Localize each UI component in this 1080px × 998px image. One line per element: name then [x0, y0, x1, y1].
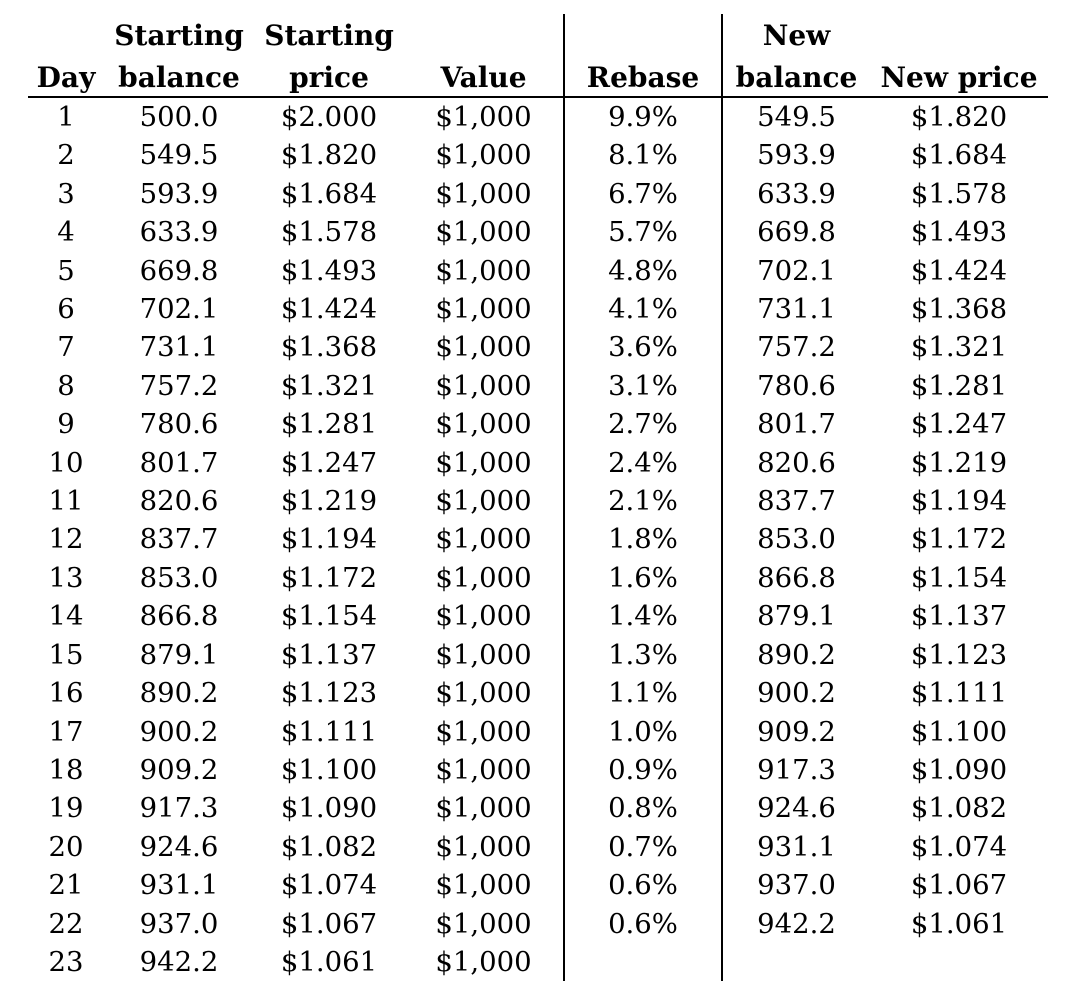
header-starting-price-top: Starting: [264, 19, 394, 52]
table-row: [28, 866, 1048, 904]
table-row: [28, 559, 1048, 597]
table-row: [28, 597, 1048, 635]
table-row: [28, 828, 1048, 866]
table-row: [28, 97, 1048, 136]
cell-starting-balance: 549.5: [139, 139, 219, 172]
cell-rebase: 3.6%: [564, 328, 722, 366]
cell-new-balance: 780.6: [722, 367, 870, 405]
table-row: [28, 328, 1048, 366]
cell-starting-balance: 731.1: [139, 331, 219, 364]
cell-new-balance: 900.2: [722, 674, 870, 712]
cell-day: 13: [48, 561, 84, 594]
table-row: [28, 751, 1048, 789]
cell-starting-price: $1.281: [280, 408, 378, 441]
cell-starting-price: $1.194: [280, 523, 378, 556]
cell-new-price: $1.194: [910, 485, 1008, 518]
cell-rebase: 1.3%: [564, 636, 722, 674]
table-body: [28, 97, 1048, 981]
cell-rebase: [564, 943, 722, 981]
cell-day: 15: [48, 638, 84, 671]
cell-new-balance: 866.8: [722, 559, 870, 597]
table-row: [28, 405, 1048, 443]
header-starting-price: price: [254, 54, 404, 97]
cell-value: $1,000: [435, 254, 532, 287]
cell-value: $1,000: [435, 830, 532, 863]
cell-day: 10: [48, 446, 84, 479]
cell-value: $1,000: [435, 792, 532, 825]
cell-value: $1,000: [435, 600, 532, 633]
cell-starting-balance: 853.0: [139, 561, 219, 594]
cell-new-balance: 837.7: [722, 482, 870, 520]
cell-rebase: 0.9%: [564, 751, 722, 789]
cell-day: 12: [48, 523, 84, 556]
cell-new-balance: 801.7: [722, 405, 870, 443]
cell-starting-balance: 909.2: [139, 753, 219, 786]
cell-starting-price: $1.820: [280, 139, 378, 172]
header-row-bottom: [28, 54, 1048, 97]
cell-new-price: $1.321: [910, 331, 1008, 364]
cell-value: $1,000: [435, 677, 532, 710]
cell-day: 14: [48, 600, 84, 633]
cell-day: 22: [48, 907, 84, 940]
cell-rebase: 2.4%: [564, 444, 722, 482]
cell-new-price: $1.074: [910, 830, 1008, 863]
cell-new-price: $1.578: [910, 177, 1008, 210]
cell-day: 23: [48, 945, 84, 978]
table-row: [28, 175, 1048, 213]
cell-new-price: $1.154: [910, 561, 1008, 594]
cell-new-price: $1.067: [910, 869, 1008, 902]
cell-new-price: $1.684: [910, 139, 1008, 172]
cell-new-balance: 669.8: [722, 213, 870, 251]
cell-new-balance: 757.2: [722, 328, 870, 366]
cell-starting-price: $1.090: [280, 792, 378, 825]
cell-new-price: $1.424: [910, 254, 1008, 287]
cell-value: $1,000: [435, 408, 532, 441]
cell-value: $1,000: [435, 715, 532, 748]
cell-new-balance: 879.1: [722, 597, 870, 635]
cell-new-balance: 909.2: [722, 713, 870, 751]
cell-starting-balance: 593.9: [139, 177, 219, 210]
cell-starting-price: $1.684: [280, 177, 378, 210]
cell-new-balance: 731.1: [722, 290, 870, 328]
cell-starting-balance: 924.6: [139, 830, 219, 863]
cell-starting-balance: 837.7: [139, 523, 219, 556]
cell-new-balance: 853.0: [722, 520, 870, 558]
cell-rebase: 1.6%: [564, 559, 722, 597]
cell-starting-price: $1.219: [280, 485, 378, 518]
cell-value: $1,000: [435, 945, 532, 978]
cell-rebase: 3.1%: [564, 367, 722, 405]
cell-new-balance: 549.5: [722, 97, 870, 136]
cell-new-price: $1.100: [910, 715, 1008, 748]
cell-rebase: 2.7%: [564, 405, 722, 443]
cell-day: 18: [48, 753, 84, 786]
cell-new-price: $1.219: [910, 446, 1008, 479]
header-value-top: [404, 14, 564, 54]
header-value: Value: [404, 54, 564, 97]
cell-starting-balance: 500.0: [139, 101, 219, 133]
cell-starting-price: $1.247: [280, 446, 378, 479]
cell-value: $1,000: [435, 177, 532, 210]
cell-starting-balance: 917.3: [139, 792, 219, 825]
header-new-price: New price: [870, 54, 1048, 97]
header-day-top: [28, 14, 104, 54]
cell-new-balance: 633.9: [722, 175, 870, 213]
cell-starting-balance: 702.1: [139, 293, 219, 326]
cell-value: $1,000: [435, 561, 532, 594]
cell-new-balance: 593.9: [722, 136, 870, 174]
cell-value: $1,000: [435, 331, 532, 364]
cell-new-balance: 931.1: [722, 828, 870, 866]
cell-rebase: 8.1%: [564, 136, 722, 174]
cell-new-price: $1.493: [910, 216, 1008, 249]
cell-value: $1,000: [435, 369, 532, 402]
cell-new-price: $1.090: [910, 753, 1008, 786]
table-row: [28, 636, 1048, 674]
cell-day: 19: [48, 792, 84, 825]
cell-new-balance: 820.6: [722, 444, 870, 482]
table-row: [28, 713, 1048, 751]
cell-starting-price: $1.123: [280, 677, 378, 710]
cell-day: 2: [57, 139, 75, 172]
cell-rebase: 4.8%: [564, 252, 722, 290]
cell-starting-balance: 942.2: [139, 945, 219, 978]
cell-rebase: 5.7%: [564, 213, 722, 251]
cell-starting-price: $1.100: [280, 753, 378, 786]
cell-new-balance: 917.3: [722, 751, 870, 789]
cell-starting-price: $1.321: [280, 369, 378, 402]
cell-value: $1,000: [435, 216, 532, 249]
cell-new-price: $1.111: [910, 677, 1008, 710]
cell-rebase: 9.9%: [564, 97, 722, 136]
cell-new-price: $1.137: [910, 600, 1008, 633]
header-day: Day: [28, 54, 104, 97]
cell-new-price: [870, 943, 1048, 981]
cell-new-price: $1.082: [910, 792, 1008, 825]
cell-day: 9: [57, 408, 75, 441]
cell-starting-balance: 900.2: [139, 715, 219, 748]
cell-starting-balance: 820.6: [139, 485, 219, 518]
cell-new-price: $1.061: [910, 907, 1008, 940]
cell-day: 16: [48, 677, 84, 710]
header-starting-balance-top: Starting: [114, 19, 244, 52]
cell-value: $1,000: [435, 869, 532, 902]
cell-starting-price: $1.493: [280, 254, 378, 287]
header-starting-balance: balance: [104, 54, 254, 97]
cell-value: $1,000: [435, 523, 532, 556]
cell-value: $1,000: [435, 753, 532, 786]
cell-new-price: $1.123: [910, 638, 1008, 671]
cell-day: 1: [57, 101, 75, 133]
cell-day: 11: [48, 485, 84, 518]
cell-new-balance: 702.1: [722, 252, 870, 290]
cell-day: 5: [57, 254, 75, 287]
cell-rebase: 0.8%: [564, 789, 722, 827]
cell-value: $1,000: [435, 485, 532, 518]
cell-starting-balance: 866.8: [139, 600, 219, 633]
cell-new-balance: 942.2: [722, 905, 870, 943]
cell-new-balance: 890.2: [722, 636, 870, 674]
table-row: [28, 290, 1048, 328]
cell-starting-price: $1.137: [280, 638, 378, 671]
cell-day: 6: [57, 293, 75, 326]
header-rebase-top: [564, 14, 722, 54]
cell-starting-balance: 633.9: [139, 216, 219, 249]
cell-rebase: 0.6%: [564, 866, 722, 904]
cell-rebase: 2.1%: [564, 482, 722, 520]
cell-value: $1,000: [435, 638, 532, 671]
table-header: [28, 14, 1048, 97]
cell-day: 4: [57, 216, 75, 249]
cell-rebase: 1.8%: [564, 520, 722, 558]
cell-starting-balance: 801.7: [139, 446, 219, 479]
cell-value: $1,000: [435, 446, 532, 479]
cell-new-balance: 924.6: [722, 789, 870, 827]
cell-new-price: $1.172: [910, 523, 1008, 556]
table-row: [28, 367, 1048, 405]
cell-new-price: $1.247: [910, 408, 1008, 441]
cell-value: $1,000: [435, 101, 532, 133]
cell-starting-balance: 890.2: [139, 677, 219, 710]
cell-starting-price: $1.578: [280, 216, 378, 249]
cell-starting-balance: 757.2: [139, 369, 219, 402]
table-row: [28, 252, 1048, 290]
header-rebase: Rebase: [564, 54, 722, 97]
table-row: [28, 213, 1048, 251]
header-new-balance-top: New: [722, 14, 870, 54]
cell-starting-price: $1.154: [280, 600, 378, 633]
cell-new-balance: 937.0: [722, 866, 870, 904]
table-row: [28, 444, 1048, 482]
cell-new-balance: [722, 943, 870, 981]
cell-day: 20: [48, 830, 84, 863]
cell-starting-price: $1.424: [280, 293, 378, 326]
cell-day: 7: [57, 331, 75, 364]
header-row-top: [28, 14, 1048, 54]
table-row: [28, 943, 1048, 981]
cell-starting-price: $1.074: [280, 869, 378, 902]
cell-day: 21: [48, 869, 84, 902]
cell-new-price: $1.820: [910, 101, 1008, 133]
cell-starting-price: $1.172: [280, 561, 378, 594]
cell-starting-price: $1.111: [280, 715, 378, 748]
cell-rebase: 1.0%: [564, 713, 722, 751]
cell-value: $1,000: [435, 139, 532, 172]
cell-starting-price: $1.067: [280, 907, 378, 940]
table-row: [28, 136, 1048, 174]
cell-rebase: 0.6%: [564, 905, 722, 943]
cell-new-price: $1.368: [910, 293, 1008, 326]
cell-starting-balance: 669.8: [139, 254, 219, 287]
cell-starting-balance: 931.1: [139, 869, 219, 902]
cell-rebase: 4.1%: [564, 290, 722, 328]
cell-value: $1,000: [435, 293, 532, 326]
cell-day: 17: [48, 715, 84, 748]
cell-starting-price: $1.082: [280, 830, 378, 863]
cell-starting-balance: 780.6: [139, 408, 219, 441]
table-row: [28, 789, 1048, 827]
table-row: [28, 905, 1048, 943]
header-new-price-top: [870, 14, 1048, 54]
table-row: [28, 674, 1048, 712]
cell-starting-price: $1.368: [280, 331, 378, 364]
cell-rebase: 0.7%: [564, 828, 722, 866]
cell-starting-price: $1.061: [280, 945, 378, 978]
rebase-table: [28, 14, 1048, 981]
cell-new-price: $1.281: [910, 369, 1008, 402]
cell-starting-balance: 937.0: [139, 907, 219, 940]
cell-rebase: 1.1%: [564, 674, 722, 712]
cell-starting-price: $2.000: [280, 101, 378, 133]
cell-starting-balance: 879.1: [139, 638, 219, 671]
cell-day: 8: [57, 369, 75, 402]
cell-value: $1,000: [435, 907, 532, 940]
table-row: [28, 482, 1048, 520]
table-row: [28, 520, 1048, 558]
header-new-balance: balance: [722, 54, 870, 97]
cell-rebase: 1.4%: [564, 597, 722, 635]
cell-day: 3: [57, 177, 75, 210]
cell-rebase: 6.7%: [564, 175, 722, 213]
